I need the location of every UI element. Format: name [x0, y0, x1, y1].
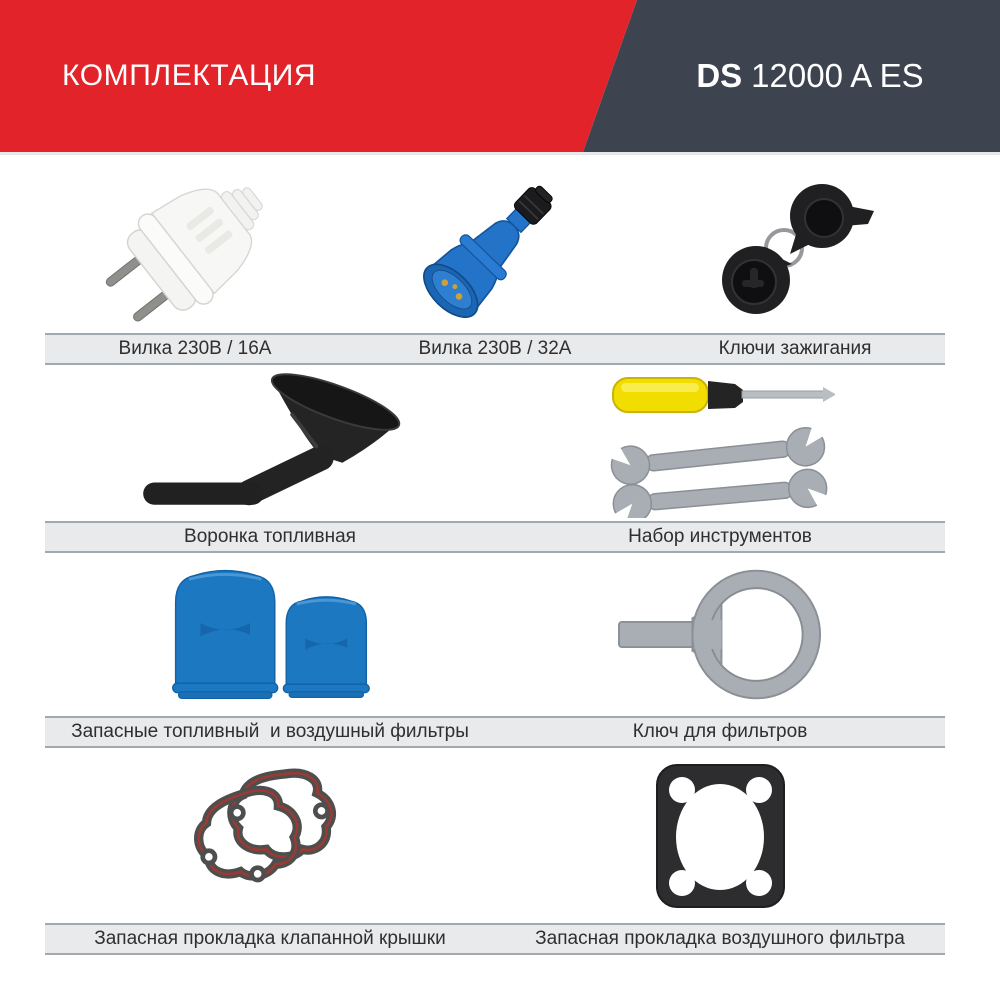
white-plug-icon — [90, 164, 300, 324]
item-figure — [495, 748, 945, 923]
caption-strip — [45, 923, 945, 955]
caption-strip — [45, 716, 945, 748]
screwdriver — [613, 378, 835, 412]
item-figure — [495, 365, 945, 521]
spare-filters-icon — [168, 565, 373, 705]
tool-set-icon — [605, 368, 835, 518]
blue-plug-icon — [413, 162, 578, 327]
fuel-funnel-icon — [135, 371, 405, 516]
kit-row — [0, 155, 1000, 365]
item-caption: Запасная прокладка клапанной крышки — [94, 928, 446, 949]
model-label — [630, 0, 990, 152]
item-caption: Вилка 230В / 32А — [418, 338, 572, 359]
kit-row — [0, 553, 1000, 748]
filter-wrench-icon — [610, 562, 830, 707]
valve-cover-gasket-icon — [185, 766, 355, 906]
item-figure — [45, 748, 495, 923]
item-caption: Запасная прокладка воздушного фильтра — [535, 928, 905, 949]
item-caption: Набор инструментов — [628, 526, 812, 547]
model-name: 12000 A ES — [751, 57, 924, 94]
item-caption: Вилка 230В / 16А — [118, 338, 272, 359]
item-caption: Ключ для фильтров — [632, 721, 808, 742]
item-figure — [45, 553, 495, 716]
air-filter-gasket-icon — [653, 761, 788, 911]
model-prefix: DS — [696, 57, 743, 94]
item-caption: Запасные топливный и воздушный фильтры — [71, 721, 469, 742]
caption-strip — [45, 333, 945, 365]
item-figure — [345, 155, 645, 333]
item-figure — [45, 155, 345, 333]
item-caption: Ключи зажигания — [718, 338, 872, 359]
item-figure — [45, 365, 495, 521]
item-figure — [495, 553, 945, 716]
ignition-keys-icon — [710, 172, 880, 317]
kit-row — [0, 365, 1000, 553]
item-caption: Воронка топливная — [184, 526, 356, 547]
header-band — [0, 0, 1000, 155]
kit-row — [0, 748, 1000, 955]
section-title: КОМПЛЕКТАЦИЯ — [62, 59, 317, 92]
caption-strip — [45, 521, 945, 553]
item-figure — [645, 155, 945, 333]
